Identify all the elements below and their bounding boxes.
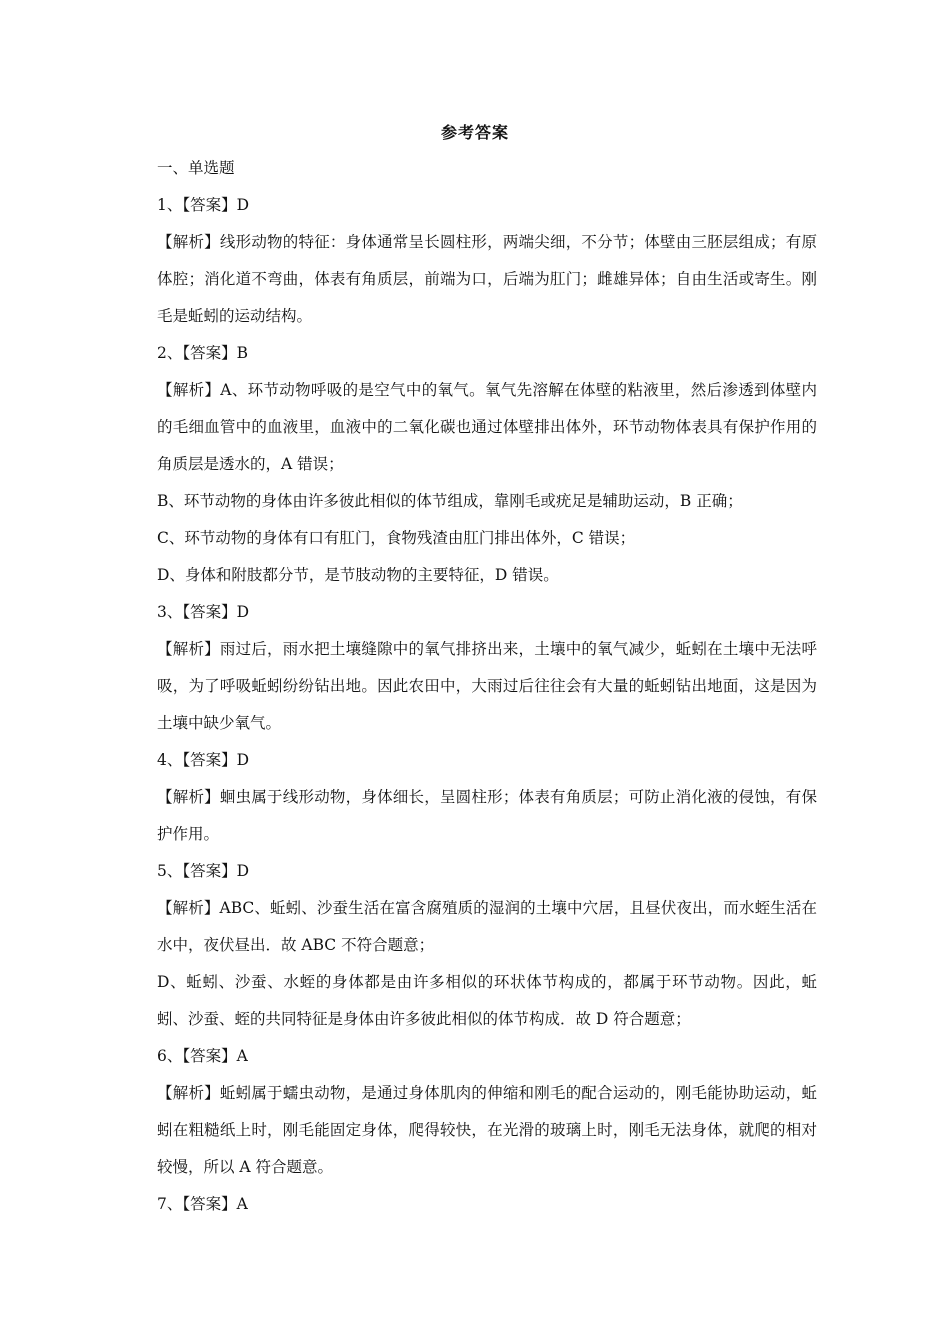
answer-line-5: 5、【答案】D bbox=[157, 862, 250, 880]
answer-line-4: 4、【答案】D bbox=[157, 751, 250, 769]
explanation-2a: 【解析】A、环节动物呼吸的是空气中的氧气。氧气先溶解在体壁的粘液里，然后渗透到体壁内的毛细血管中的血液里，血液中的二氧化碳也通过体壁排出体外，环节动物体表具有保护作用的角质层是透水的，A 错误； bbox=[157, 381, 817, 473]
page-title: 参考答案 bbox=[440, 123, 509, 142]
explanation-1: 【解析】线形动物的特征：身体通常呈长圆柱形，两端尖细，不分节；体壁由三胚层组成；有原体腔；消化道不弯曲，体表有角质层，前端为口，后端为肛门；雌雄异体；自由生活或寄生。刚毛是蚯蚓的运动结构。 bbox=[157, 233, 817, 325]
explanation-5b: D、蚯蚓、沙蚕、水蛭的身体都是由许多相似的环状体节构成的，都属于环节动物。因此，蚯蚓、沙蚕、蛭的共同特征是身体由许多彼此相似的体节构成．故 D 符合题意； bbox=[157, 973, 817, 1028]
answer-line-3: 3、【答案】D bbox=[157, 603, 250, 621]
answer-line-7: 7、【答案】A bbox=[157, 1195, 248, 1213]
explanation-6: 【解析】蚯蚓属于蠕虫动物，是通过身体肌肉的伸缩和刚毛的配合运动的，刚毛能协助运动，蚯蚓在粗糙纸上时，刚毛能固定身体，爬得较快，在光滑的玻璃上时，刚毛无法身体，就爬的相对较慢，所以 A 符合题意。 bbox=[157, 1084, 817, 1176]
explanation-5a: 【解析】ABC、蚯蚓、沙蚕生活在富含腐殖质的湿润的土壤中穴居，且昼伏夜出，而水蛭生活在水中，夜伏昼出．故 ABC 不符合题意； bbox=[157, 899, 817, 954]
explanation-2d: D、身体和附肢都分节，是节肢动物的主要特征，D 错误。 bbox=[157, 566, 559, 584]
answer-line-2: 2、【答案】B bbox=[157, 344, 249, 362]
answer-line-1: 1、【答案】D bbox=[157, 196, 250, 214]
explanation-4: 【解析】蛔虫属于线形动物，身体细长，呈圆柱形；体表有角质层；可防止消化液的侵蚀，有保护作用。 bbox=[157, 788, 817, 843]
explanation-2c: C、环节动物的身体有口有肛门，食物残渣由肛门排出体外，C 错误； bbox=[157, 529, 636, 547]
explanation-2b: B、环节动物的身体由许多彼此相似的体节组成，靠刚毛或疣足是辅助运动，B 正确； bbox=[157, 492, 743, 510]
answer-line-6: 6、【答案】A bbox=[157, 1047, 248, 1065]
section-heading: 一、单选题 bbox=[157, 159, 235, 177]
document-body bbox=[157, 150, 817, 1223]
explanation-3: 【解析】雨过后，雨水把土壤缝隙中的氧气排挤出来，土壤中的氧气减少，蚯蚓在土壤中无法呼吸，为了呼吸蚯蚓纷纷钻出地。因此农田中，大雨过后往往会有大量的蚯蚓钻出地面，这是因为土壤中缺少氧气。 bbox=[157, 640, 817, 732]
